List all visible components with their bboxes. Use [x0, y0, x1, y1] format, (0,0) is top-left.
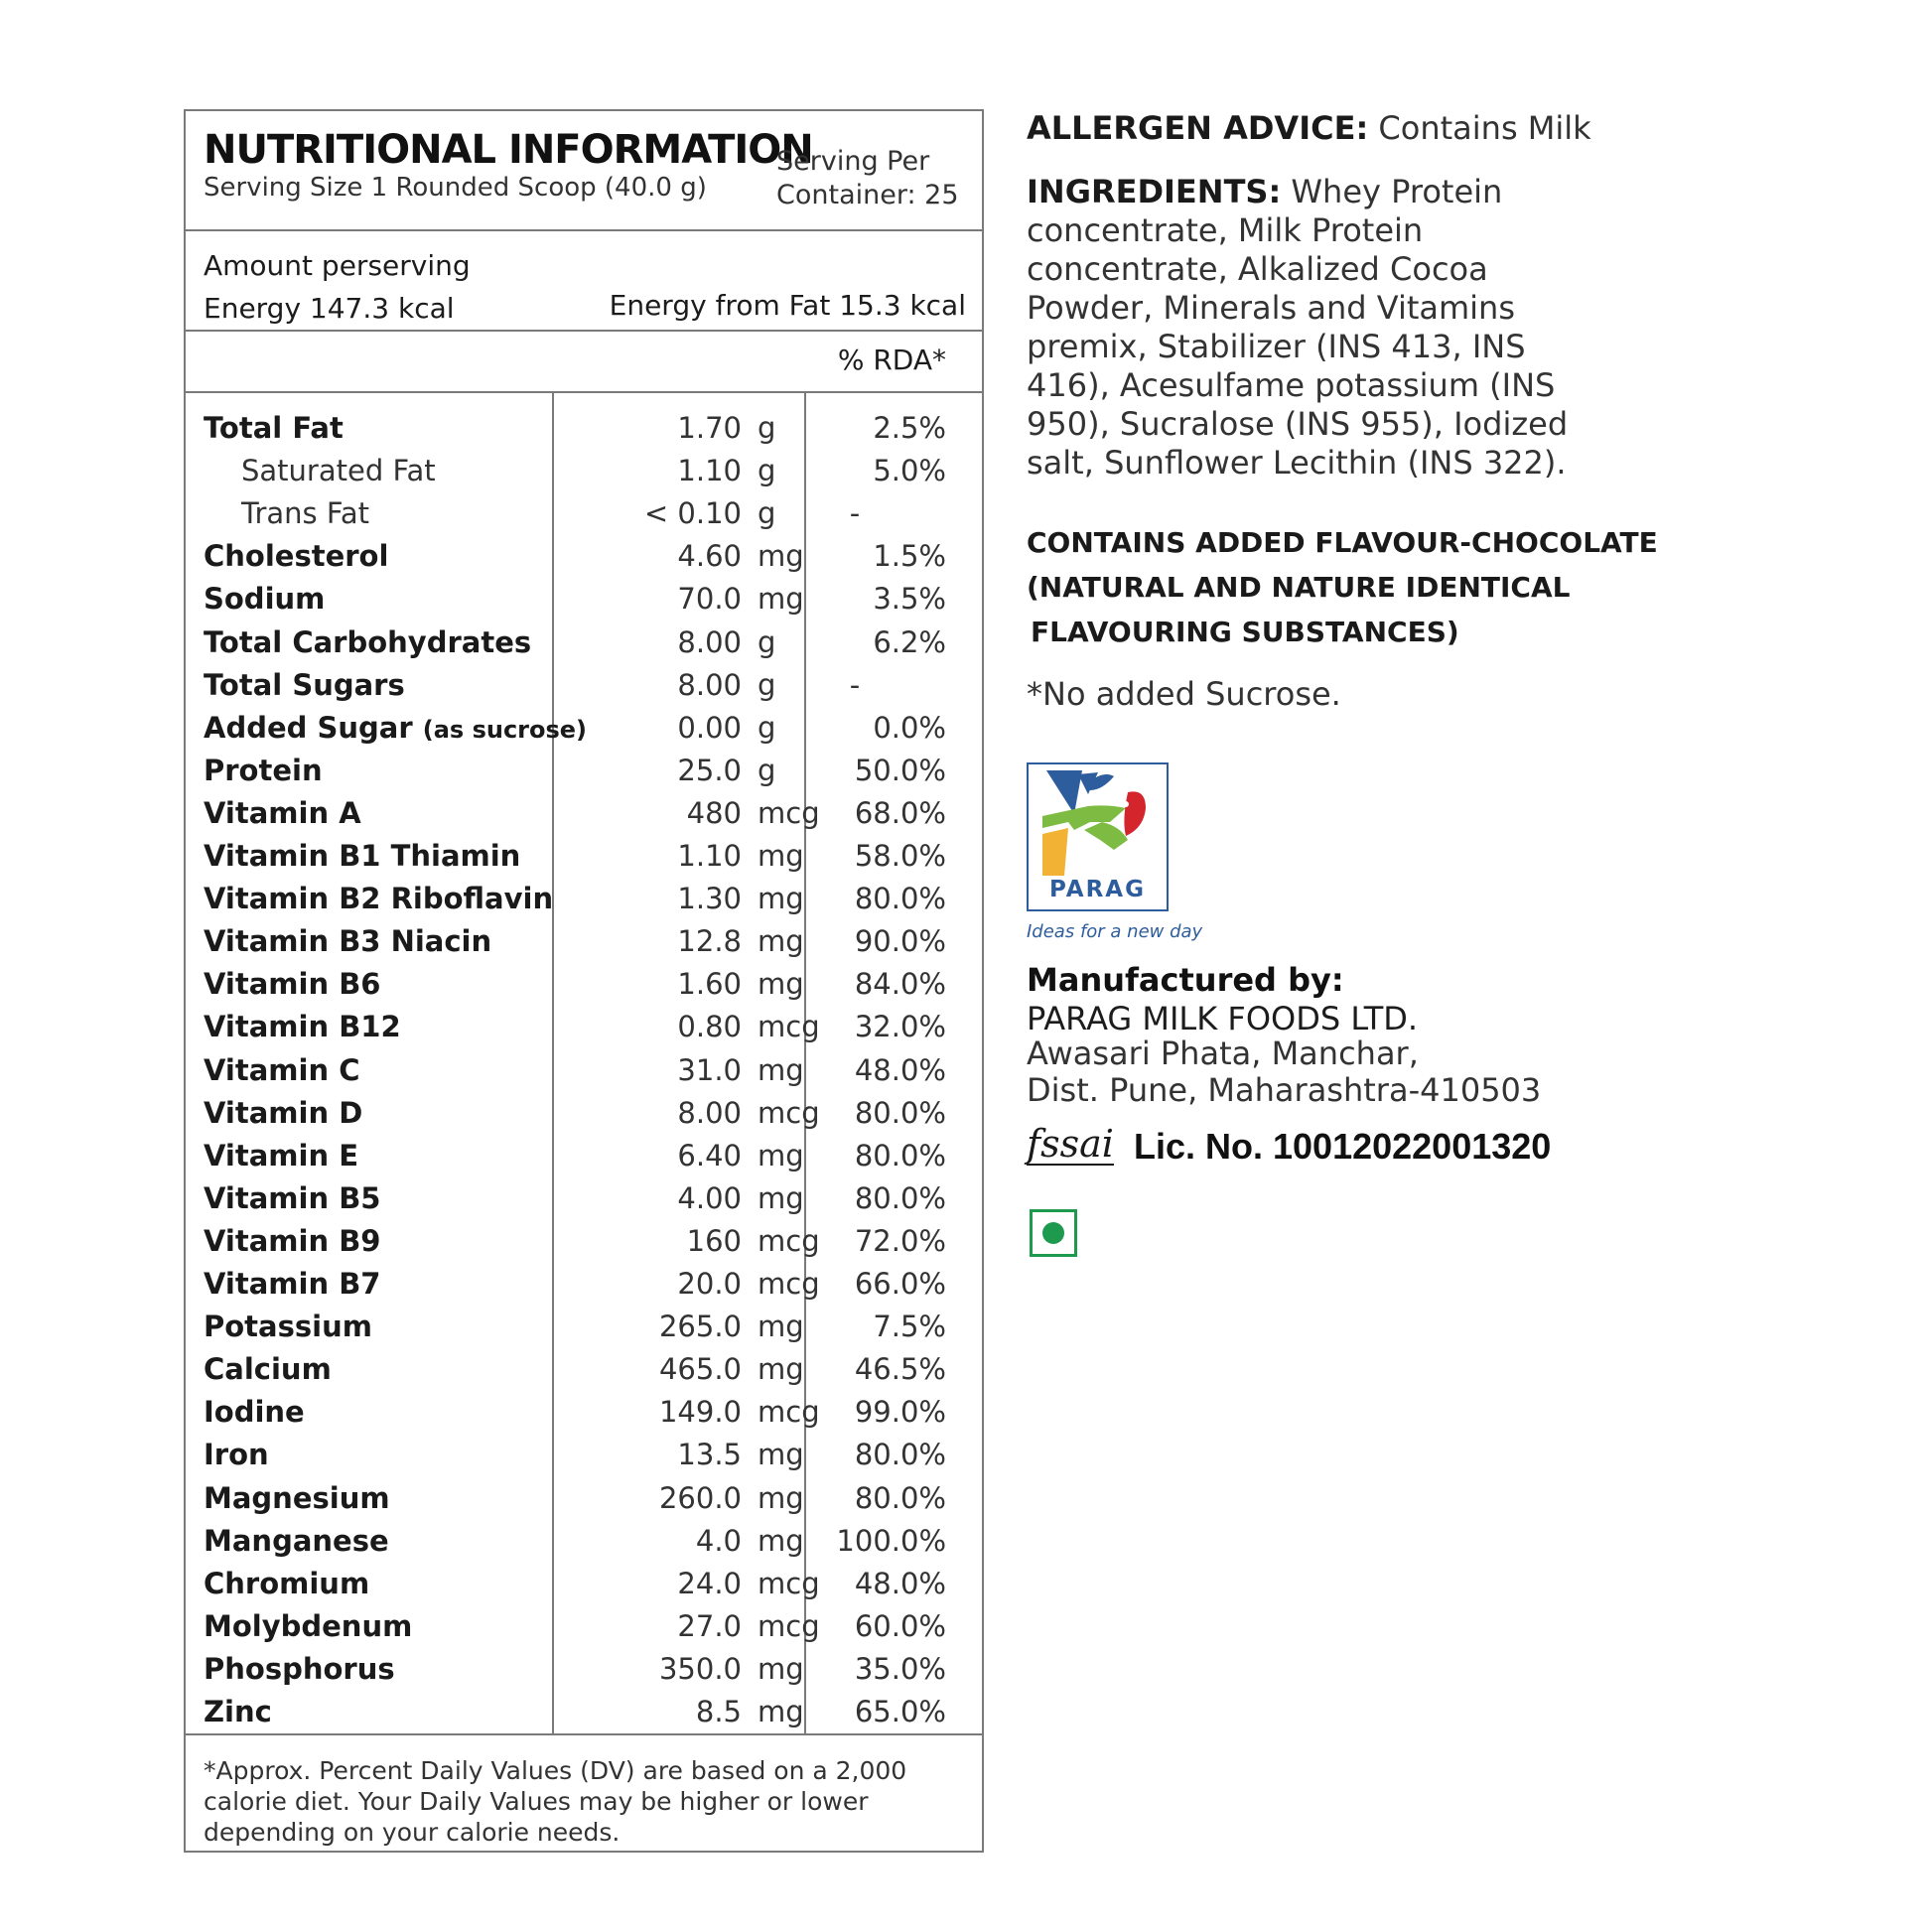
- nutrient-amount: 8.00: [677, 624, 742, 659]
- nutrient-row: [186, 707, 982, 750]
- flavour-line3: FLAVOURING SUBSTANCES): [1031, 616, 1459, 648]
- brand-tagline: Ideas for a new day: [1027, 921, 1203, 942]
- nutrient-name: [204, 1049, 360, 1092]
- nutrient-amount: 0.00: [677, 710, 742, 745]
- nutrient-amount: 12.8: [677, 924, 742, 959]
- nutrient-name: [204, 1520, 389, 1563]
- nutrient-name-text: Vitamin E: [204, 1138, 359, 1173]
- nutrient-name-text: Vitamin B12: [204, 1010, 401, 1044]
- nutrient-name-text: Potassium: [204, 1310, 372, 1344]
- flavour-line2: (NATURAL AND NATURE IDENTICAL: [1027, 571, 1571, 604]
- nutrient-name: [204, 1691, 272, 1733]
- nutrient-name-text: Vitamin B7: [204, 1267, 381, 1301]
- nutrient-name-text: Calcium: [204, 1352, 332, 1387]
- nutrient-rda: 80.0%: [854, 882, 946, 916]
- nutrient-rda: 84.0%: [854, 967, 946, 1002]
- nutrient-rda: 3.5%: [873, 582, 946, 617]
- footnote-block: [186, 1733, 982, 1855]
- nutrition-panel: [184, 109, 984, 1853]
- nutrient-rda: 46.5%: [854, 1352, 946, 1387]
- nutrient-amount: 480: [686, 795, 742, 830]
- allergen-label: ALLERGEN ADVICE:: [1027, 109, 1369, 147]
- nutrient-name-text: Vitamin A: [204, 795, 361, 830]
- nutrient-row: [186, 1563, 982, 1605]
- nutrient-row: [186, 492, 982, 535]
- nutrient-amount: 20.0: [677, 1267, 742, 1301]
- nutrient-rda: 60.0%: [854, 1608, 946, 1643]
- nutrient-name-text: Iodine: [204, 1395, 305, 1430]
- nutrient-table: [186, 393, 982, 1733]
- nutrient-amount: 27.0: [677, 1608, 742, 1643]
- nutrient-amount: 6.40: [677, 1138, 742, 1173]
- nutrient-rda: 80.0%: [854, 1438, 946, 1472]
- servings-per-container: [776, 145, 959, 212]
- nutrient-name-text: Total Carbohydrates: [204, 624, 532, 659]
- nutrient-name-text: Chromium: [204, 1566, 370, 1600]
- nutrient-unit: g: [758, 454, 776, 488]
- nutrient-name: [204, 750, 323, 792]
- nutrient-rda: 50.0%: [854, 753, 946, 787]
- manufacturer-label: Manufactured by:: [1027, 961, 1344, 999]
- nutrient-amount: 465.0: [658, 1352, 742, 1387]
- nutrient-row: [186, 1605, 982, 1648]
- nutrient-rda: 65.0%: [854, 1695, 946, 1728]
- nutrient-amount: 4.00: [677, 1180, 742, 1215]
- nutrient-amount: 24.0: [677, 1566, 742, 1600]
- nutrient-amount: 149.0: [658, 1395, 742, 1430]
- nutrient-rda: 68.0%: [854, 795, 946, 830]
- nutrient-unit: mg: [758, 1695, 804, 1728]
- nutrient-amount: 1.10: [677, 454, 742, 488]
- nutrient-unit: mg: [758, 1352, 804, 1387]
- veg-symbol-icon: [1030, 1209, 1077, 1257]
- nutrient-unit: mg: [758, 1480, 804, 1515]
- rda-header-row: [186, 332, 982, 393]
- nutrient-amount: 1.10: [677, 839, 742, 873]
- nutrient-row: [186, 1648, 982, 1691]
- nutrient-name: [204, 1391, 305, 1434]
- nutrient-amount: 13.5: [677, 1438, 742, 1472]
- nutrient-name-text: Saturated Fat: [241, 454, 436, 488]
- nutrient-name-text: Total Fat: [204, 411, 344, 445]
- nutrient-name: [204, 1348, 332, 1391]
- nutrient-name-text: Cholesterol: [204, 539, 389, 574]
- nutrient-unit: mg: [758, 1523, 804, 1558]
- nutrient-rda: 2.5%: [873, 411, 946, 445]
- nutrient-unit: g: [758, 411, 776, 445]
- nutrient-name-text: Vitamin D: [204, 1095, 363, 1130]
- nutrient-unit: mg: [758, 1138, 804, 1173]
- nutrient-name-text: Zinc: [204, 1695, 272, 1728]
- ingredients-text: Whey Protein concentrate, Milk Protein concentrate, Alkalized Cocoa Powder, Minerals and Vitamins premix, Stabilizer (INS 413, INS 416), Acesulfame potassium (INS 950), Sucralose (INS 955), Iodized salt, Sunflower Lecithin (INS 322).: [1027, 173, 1569, 482]
- nutrient-unit: mg: [758, 539, 804, 574]
- nutrient-row: [186, 535, 982, 578]
- nutrient-name: [204, 963, 381, 1006]
- nutrient-unit: mcg: [758, 1095, 820, 1130]
- nutrient-name: [204, 1477, 390, 1520]
- nutrient-name-text: Vitamin B9: [204, 1223, 381, 1258]
- nutrient-rda: 80.0%: [854, 1180, 946, 1215]
- nutrient-unit: mcg: [758, 1223, 820, 1258]
- nutrient-rda: -: [849, 496, 861, 531]
- address-line2: Dist. Pune, Maharashtra-410503: [1027, 1071, 1542, 1109]
- nutrient-unit: mg: [758, 1438, 804, 1472]
- nutrient-unit: mg: [758, 1310, 804, 1344]
- no-sucrose-note: *No added Sucrose.: [1027, 675, 1341, 713]
- nutrient-row: [186, 578, 982, 621]
- nutrient-row: [186, 621, 982, 664]
- nutrient-rda: 99.0%: [854, 1395, 946, 1430]
- nutrient-amount: 4.0: [695, 1523, 742, 1558]
- nutrient-unit: g: [758, 496, 776, 531]
- rda-header: % RDA*: [837, 344, 946, 376]
- nutrient-row: [186, 792, 982, 835]
- nutrient-amount: 8.5: [695, 1695, 742, 1728]
- nutrient-row: [186, 1263, 982, 1306]
- nutrient-rda: 80.0%: [854, 1480, 946, 1515]
- nutrient-name-text: Sodium: [204, 582, 326, 617]
- license-number: Lic. No. 10012022001320: [1134, 1126, 1552, 1167]
- nutrient-name-text: Iron: [204, 1438, 269, 1472]
- nutrient-name: [204, 878, 553, 920]
- nutrient-unit: mg: [758, 882, 804, 916]
- nutrient-name: [204, 1605, 412, 1648]
- amount-label: Amount perserving: [204, 249, 471, 282]
- nutrient-row: [186, 1220, 982, 1263]
- nutrient-name: [241, 492, 369, 535]
- nutrient-name: [204, 920, 491, 963]
- nutrient-name: [204, 664, 405, 707]
- serving-size: Serving Size 1 Rounded Scoop (40.0 g): [204, 173, 707, 203]
- nutrient-row: [186, 450, 982, 492]
- nutrient-row: [186, 1092, 982, 1135]
- nutrient-name-text: Total Sugars: [204, 667, 405, 702]
- manufacturer-address: [1027, 1035, 1541, 1109]
- nutrient-name: [204, 1092, 362, 1135]
- nutrient-rda: 90.0%: [854, 924, 946, 959]
- nutrient-row: [186, 664, 982, 707]
- nutrient-row: [186, 1477, 982, 1520]
- nutrient-amount: 260.0: [658, 1480, 742, 1515]
- nutrient-amount: 350.0: [658, 1651, 742, 1686]
- ingredients: [1027, 173, 1602, 483]
- nutrient-name-text: Phosphorus: [204, 1651, 395, 1686]
- nutrient-name: [204, 1006, 401, 1048]
- nutrient-name: [204, 1648, 395, 1691]
- nutrient-qualifier: (as sucrose): [422, 715, 588, 744]
- nutrient-rda: 7.5%: [873, 1310, 946, 1344]
- nutrient-unit: mcg: [758, 1010, 820, 1044]
- nutrient-row: [186, 963, 982, 1006]
- nutrient-rda: 66.0%: [854, 1267, 946, 1301]
- nutrient-unit: mg: [758, 582, 804, 617]
- nutrient-unit: mg: [758, 1180, 804, 1215]
- nutrient-amount: 70.0: [677, 582, 742, 617]
- nutrient-name-text: Molybdenum: [204, 1608, 413, 1643]
- nutrient-row: [186, 1049, 982, 1092]
- nutrient-name-text: Protein: [204, 753, 323, 787]
- address-line1: Awasari Phata, Manchar,: [1027, 1035, 1419, 1072]
- nutrient-rda: 100.0%: [836, 1523, 946, 1558]
- nutrient-rda: 80.0%: [854, 1095, 946, 1130]
- nutrition-header: [186, 111, 982, 231]
- nutrient-rda: 48.0%: [854, 1566, 946, 1600]
- nutrient-name-text: Vitamin C: [204, 1052, 360, 1087]
- nutrient-rda: -: [849, 667, 861, 702]
- nutrient-name: [204, 1434, 269, 1476]
- nutrient-row: [186, 1135, 982, 1177]
- energy-from-fat: Energy from Fat 15.3 kcal: [609, 289, 966, 322]
- allergen-text: Contains Milk: [1378, 109, 1591, 147]
- footnote: *Approx. Percent Daily Values (DV) are based on a 2,000 calorie diet. Your Daily Values may be higher or lower depending on your calorie needs.: [204, 1756, 907, 1847]
- nutrient-rda: 32.0%: [854, 1010, 946, 1044]
- nutrient-amount: 0.80: [677, 1010, 742, 1044]
- nutrient-rda: 0.0%: [873, 710, 946, 745]
- nutrient-name: [204, 621, 531, 664]
- nutrient-name: [241, 450, 436, 492]
- nutrient-rda: 80.0%: [854, 1138, 946, 1173]
- nutrient-amount: 1.70: [677, 411, 742, 445]
- nutrient-name: [204, 1263, 381, 1306]
- nutrient-row: [186, 835, 982, 878]
- nutrient-amount: 1.60: [677, 967, 742, 1002]
- nutrient-unit: g: [758, 753, 776, 787]
- nutrient-unit: g: [758, 667, 776, 702]
- nutrient-unit: mcg: [758, 1608, 820, 1643]
- nutrient-row: [186, 1306, 982, 1348]
- nutrient-unit: mg: [758, 1052, 804, 1087]
- manufacturer-company: PARAG MILK FOODS LTD.: [1027, 1000, 1419, 1037]
- nutrient-row: [186, 1691, 982, 1733]
- nutrient-name-text: Vitamin B3 Niacin: [204, 924, 492, 959]
- nutrient-name-text: Added Sugar: [204, 710, 413, 745]
- nutrient-amount: 8.00: [677, 667, 742, 702]
- nutrient-unit: mcg: [758, 795, 820, 830]
- nutrient-unit: mcg: [758, 1566, 820, 1600]
- serving-per-line1: Serving Per: [776, 146, 930, 177]
- flavour-line1: CONTAINS ADDED FLAVOUR-CHOCOLATE: [1027, 526, 1658, 559]
- nutrient-unit: mg: [758, 839, 804, 873]
- nutrient-name: [204, 1135, 358, 1177]
- nutrient-rda: 58.0%: [854, 839, 946, 873]
- nutrient-rda: 1.5%: [873, 539, 946, 574]
- nutrient-name-text: Magnesium: [204, 1480, 390, 1515]
- nutrient-name-text: Trans Fat: [241, 496, 370, 531]
- veg-dot: [1042, 1222, 1064, 1244]
- nutrient-name: [204, 792, 361, 835]
- nutrient-rda: 6.2%: [873, 624, 946, 659]
- nutrient-amount: 4.60: [677, 539, 742, 574]
- nutrient-name: [204, 578, 325, 621]
- nutrient-unit: g: [758, 624, 776, 659]
- nutrient-name: [204, 535, 388, 578]
- nutrient-name: [204, 707, 587, 752]
- nutrient-name: [204, 1306, 372, 1348]
- nutrient-row: [186, 1348, 982, 1391]
- nutrient-row: [186, 1434, 982, 1476]
- ingredients-label: INGREDIENTS:: [1027, 173, 1282, 210]
- nutrient-row: [186, 1520, 982, 1563]
- nutrient-amount: 160: [686, 1223, 742, 1258]
- nutrient-amount: < 0.10: [643, 496, 742, 531]
- nutrient-name-text: Vitamin B5: [204, 1180, 381, 1215]
- serving-per-line2: Container: 25: [776, 180, 959, 210]
- nutrient-unit: g: [758, 710, 776, 745]
- nutrient-amount: 8.00: [677, 1095, 742, 1130]
- nutrition-title: NUTRITIONAL INFORMATION: [204, 127, 813, 173]
- parag-logo-icon: [1027, 762, 1169, 911]
- nutrient-unit: mg: [758, 1651, 804, 1686]
- nutrient-name: [204, 1177, 381, 1220]
- nutrient-rda: 48.0%: [854, 1052, 946, 1087]
- nutrient-name: [204, 1220, 381, 1263]
- nutrient-name: [204, 835, 520, 878]
- amount-per-serving: [186, 231, 982, 332]
- nutrient-unit: mg: [758, 924, 804, 959]
- nutrient-unit: mcg: [758, 1267, 820, 1301]
- allergen-advice: [1027, 109, 1591, 147]
- nutrient-amount: 265.0: [658, 1310, 742, 1344]
- nutrient-rda: 72.0%: [854, 1223, 946, 1258]
- nutrient-row: [186, 407, 982, 450]
- nutrient-unit: mg: [758, 967, 804, 1002]
- nutrient-unit: mcg: [758, 1395, 820, 1430]
- energy-value: Energy 147.3 kcal: [204, 292, 455, 325]
- nutrient-amount: 25.0: [677, 753, 742, 787]
- nutrient-name-text: Vitamin B6: [204, 967, 381, 1002]
- nutrient-rda: 35.0%: [854, 1651, 946, 1686]
- nutrient-amount: 31.0: [677, 1052, 742, 1087]
- flavour-statement: [1027, 520, 1658, 654]
- nutrient-rda: 5.0%: [873, 454, 946, 488]
- nutrient-name: [204, 1563, 369, 1605]
- nutrient-row: [186, 878, 982, 920]
- nutrient-name-text: Manganese: [204, 1523, 389, 1558]
- nutrient-row: [186, 1177, 982, 1220]
- parag-wordmark: PARAG: [1049, 877, 1146, 902]
- fssai-logo-icon: fssai: [1027, 1122, 1114, 1166]
- nutrient-name: [204, 407, 344, 450]
- nutrient-row: [186, 1391, 982, 1434]
- nutrient-name-text: Vitamin B1 Thiamin: [204, 839, 521, 873]
- nutrient-row: [186, 750, 982, 792]
- nutrient-name-text: Vitamin B2 Riboflavin: [204, 882, 554, 916]
- nutrient-amount: 1.30: [677, 882, 742, 916]
- nutrient-row: [186, 920, 982, 963]
- nutrient-row: [186, 1006, 982, 1048]
